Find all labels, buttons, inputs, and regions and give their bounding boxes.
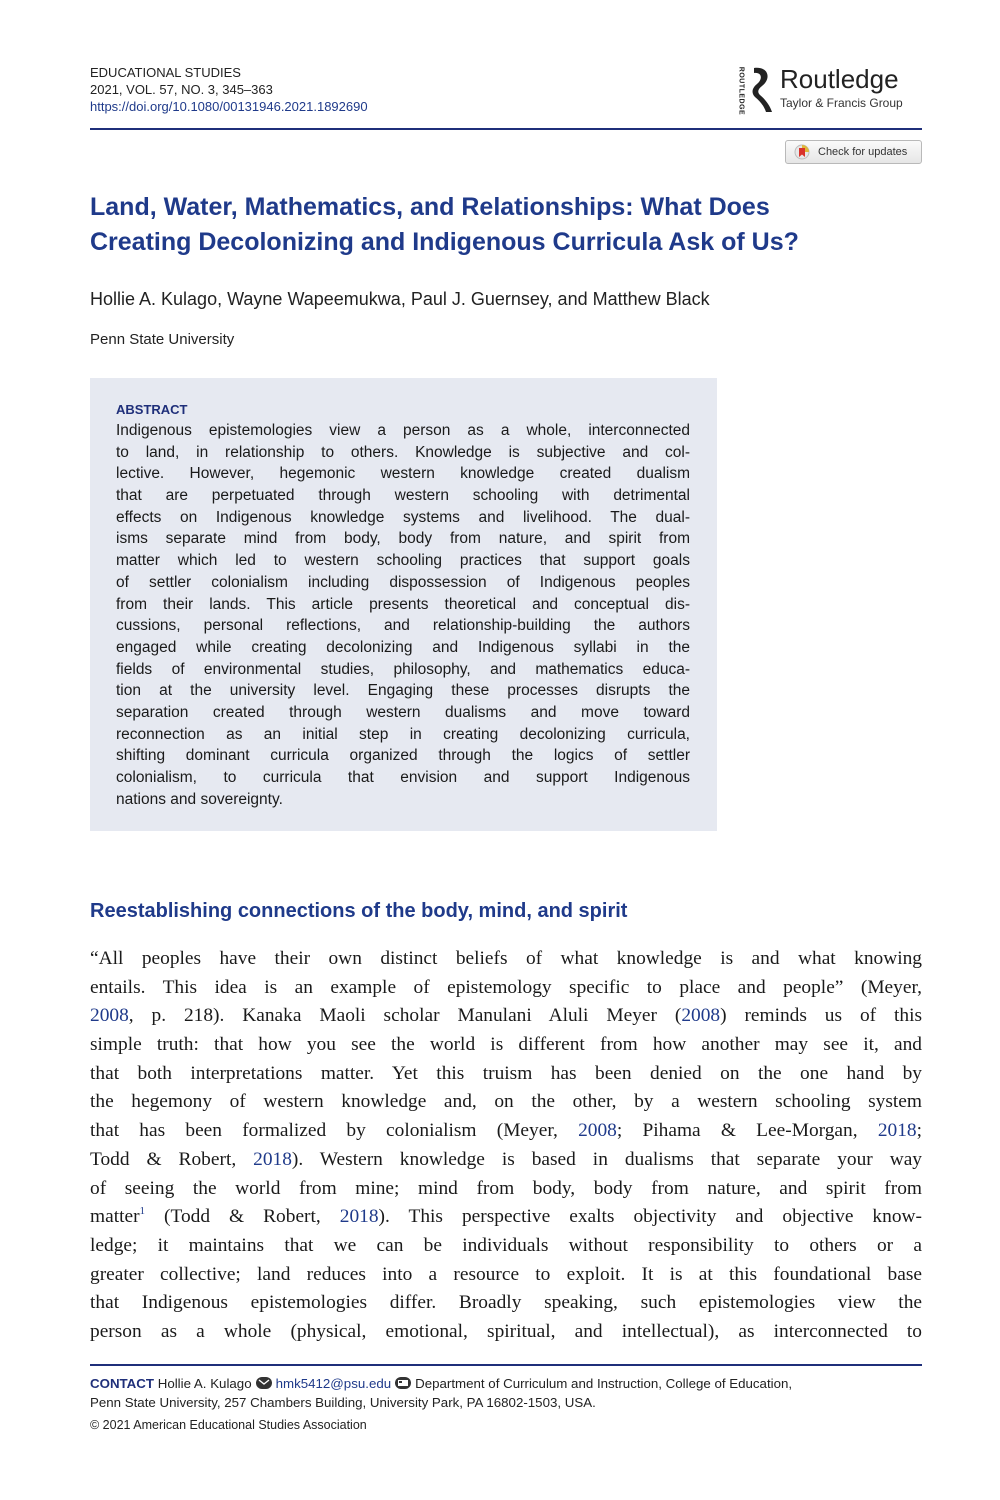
body-line: “All peoples have their own distinct beliefs of what knowledge is and what knowing <box>90 948 922 969</box>
abstract-box <box>90 378 717 831</box>
body-line: that has been formalized by colonialism (Meyer, 2008; Pihama & Lee-Morgan, 2018; <box>90 1120 922 1142</box>
body-line: Todd & Robert, 2018). Western knowledge is based in dualisms that separate your way <box>90 1148 922 1170</box>
contact-address-line: Penn State University, 257 Chambers Building, University Park, PA 16802-1503, USA. <box>90 1395 596 1410</box>
abstract-line: to land, in relationship to others. Knowledge is subjective and col- <box>116 443 690 461</box>
check-updates-button[interactable] <box>785 140 922 164</box>
authors: Hollie A. Kulago, Wayne Wapeemukwa, Paul J. Guernsey, and Matthew Black <box>90 289 710 309</box>
body-line: person as a whole (physical, emotional, spiritual, and intellectual), as interconnected to <box>90 1320 922 1342</box>
crossmark-icon <box>794 144 810 160</box>
citation-link[interactable]: 2018 <box>339 1206 379 1228</box>
citation-link[interactable]: 2018 <box>877 1120 917 1142</box>
publisher-group: Taylor & Francis Group <box>780 96 903 110</box>
publisher-name: Routledge <box>780 64 899 94</box>
footer-rule <box>90 1364 922 1366</box>
abstract-line: separation created through western dualisms and move toward <box>116 703 690 721</box>
body-line: greater collective; land reduces into a resource to exploit. It is at this foundational base <box>90 1263 922 1285</box>
abstract-line: effects on Indigenous knowledge systems and livelihood. The dual- <box>116 508 690 526</box>
title-line: Land, Water, Mathematics, and Relationships: What Does <box>90 193 770 221</box>
abstract-line: engaged while creating decolonizing and Indigenous syllabi in the <box>116 638 690 656</box>
publisher-vertical-label: ROUTLEDGE <box>737 66 745 116</box>
abstract-line: nations and sovereignty. <box>116 790 283 808</box>
check-updates-label: Check for updates <box>818 146 908 158</box>
journal-info <box>90 64 368 115</box>
abstract-line: tion at the university level. Engaging these processes disrupts the <box>116 682 690 700</box>
abstract-line: reconnection as an initial step in creating decolonizing curricula, <box>116 725 690 743</box>
abstract-line: lective. However, hegemonic western knowledge created dualism <box>116 465 690 483</box>
publisher-logo <box>734 62 924 118</box>
abstract-line: of settler colonialism including dispossession of Indigenous peoples <box>116 573 690 591</box>
citation-link[interactable]: 2008 <box>681 1005 721 1027</box>
footnote-marker[interactable]: 1 <box>139 1205 146 1218</box>
body-line: matter$^1$ (Todd & Robert, 2018). This perspective exalts objectivity and objective know- <box>90 1205 922 1228</box>
abstract-line: Indigenous epistemologies view a person as a whole, interconnected <box>116 422 690 439</box>
citation-link[interactable]: 2018 <box>253 1148 292 1170</box>
body-line: entails. This idea is an example of epistemology specific to place and people” (Meyer, <box>90 976 922 998</box>
abstract-line: matter which led to western schooling practices that support goals <box>116 552 690 570</box>
contact-label: CONTACT <box>90 1376 155 1391</box>
abstract-line: shifting dominant curricula organized through the logics of settler <box>116 747 690 765</box>
citation-link[interactable]: 2008 <box>90 1005 129 1027</box>
title-line: Creating Decolonizing and Indigenous Curricula Ask of Us? <box>90 228 799 256</box>
body-line: that both interpretations matter. Yet this truism has been denied on the one hand by <box>90 1062 922 1084</box>
abstract-label: ABSTRACT <box>116 402 188 417</box>
body-line: that Indigenous epistemologies differ. Broadly speaking, such epistemologies view the <box>90 1292 922 1314</box>
body-line: the hegemony of western knowledge and, on the other, by a western schooling system <box>90 1091 922 1113</box>
section-heading: Reestablishing connections of the body, mind, and spirit <box>90 900 628 922</box>
body-line: 2008, p. 218). Kanaka Maoli scholar Manulani Aluli Meyer (2008) reminds us of this <box>90 1005 922 1027</box>
header-rule <box>90 128 922 130</box>
contact-line <box>90 1374 922 1393</box>
abstract-line: isms separate mind from body, body from nature, and spirit from <box>116 530 690 548</box>
contact-name: Hollie A. Kulago <box>157 1376 252 1391</box>
abstract-line: colonialism, to curricula that envision and support Indigenous <box>116 769 690 786</box>
abstract-line: from their lands. This article presents theoretical and conceptual dis- <box>116 595 690 613</box>
doi-link[interactable]: https://doi.org/10.1080/00131946.2021.1892690 <box>90 99 368 114</box>
contact-info <box>90 1374 922 1412</box>
contact-email[interactable]: hmk5412@psu.edu <box>275 1376 392 1391</box>
copyright: © 2021 American Educational Studies Association <box>90 1418 367 1432</box>
contact-address: Department of Curriculum and Instruction, College of Education, <box>415 1376 793 1391</box>
routledge-logo-icon <box>748 64 776 114</box>
abstract-line: fields of environmental studies, philosophy, and mathematics educa- <box>116 660 690 678</box>
body-line: simple truth: that how you see the world is different from how another may see it, and <box>90 1034 922 1056</box>
citation-link[interactable]: 2008 <box>578 1120 617 1142</box>
body-line: ledge; it maintains that we can be individuals without responsibility to others or a <box>90 1234 922 1256</box>
article-title <box>90 190 922 260</box>
body-text <box>90 945 922 1347</box>
abstract-line: cussions, personal reflections, and relationship-building the authors <box>116 617 690 635</box>
affiliation: Penn State University <box>90 331 235 348</box>
address-icon <box>394 1376 412 1390</box>
abstract-line: that are perpetuated through western schooling with detrimental <box>116 487 690 505</box>
abstract-text <box>116 420 690 810</box>
journal-volume: 2021, VOL. 57, NO. 3, 345–363 <box>90 82 273 97</box>
journal-name: EDUCATIONAL STUDIES <box>90 65 241 80</box>
email-icon <box>255 1376 273 1390</box>
body-line: of seeing the world from mine; mind from body, body from nature, and spirit from <box>90 1177 922 1199</box>
